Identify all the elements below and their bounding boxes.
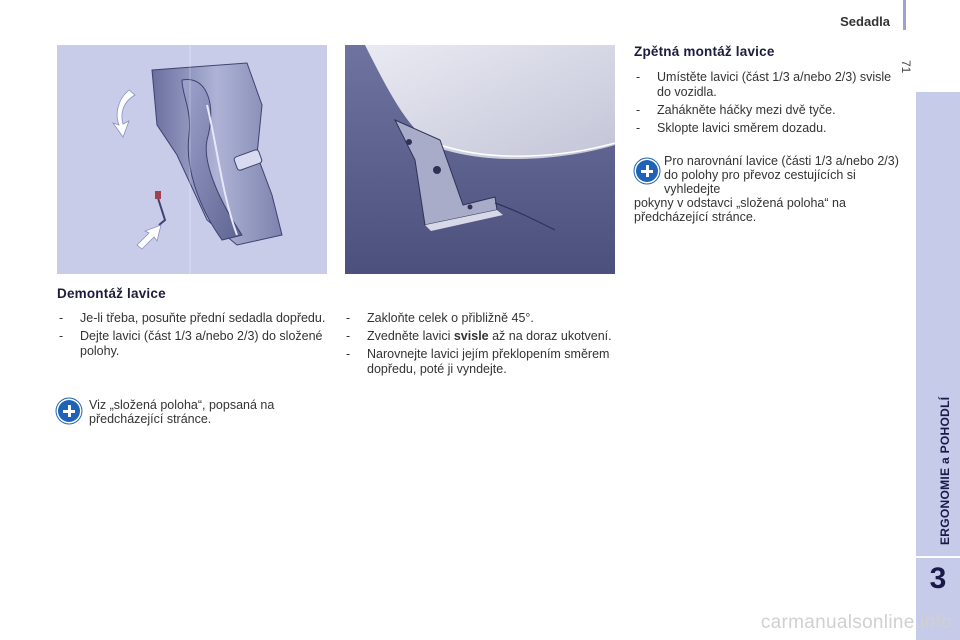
step-text: Zakloňte celek o přibližně 45°. bbox=[367, 311, 534, 325]
illustration-seat-anchor bbox=[345, 45, 615, 274]
list-item: - Zakloňte celek o přibližně 45°. bbox=[346, 311, 534, 325]
seat-anchor-drawing bbox=[345, 45, 615, 274]
note-text bbox=[634, 154, 902, 224]
step-text: Dejte lavici (část 1/3 a/nebo 2/3) do složené polohy. bbox=[80, 329, 323, 358]
chapter-divider bbox=[916, 556, 960, 558]
step-text: Sklopte lavici směrem dozadu. bbox=[657, 121, 827, 135]
chapter-number: 3 bbox=[929, 562, 947, 595]
step-text: Narovnejte lavici jejím překlopením směrem dopředu, poté ji vyndejte. bbox=[367, 347, 610, 376]
list-item: - Umístěte lavici (část 1/3 a/nebo 2/3) svisle do vozidla. bbox=[636, 70, 892, 99]
step-text: Je-li třeba, posuňte přední sedadla dopředu. bbox=[80, 311, 326, 325]
step-text: Umístěte lavici (část 1/3 a/nebo 2/3) svisle do vozidla. bbox=[657, 70, 892, 99]
illustration-seat-removal bbox=[57, 45, 327, 274]
list-item: - Narovnejte lavici jejím překlopením směrem dopředu, poté ji vyndejte. bbox=[346, 347, 610, 376]
step-text-end: až na doraz ukotvení. bbox=[488, 329, 612, 343]
step-text-emphasis: svisle bbox=[453, 329, 489, 343]
list-item: - Zvedněte lavici svisle až na doraz ukotvení. bbox=[346, 329, 612, 343]
list-item: - Dejte lavici (část 1/3 a/nebo 2/3) do složené polohy. bbox=[59, 329, 323, 358]
note-text-indented: Pro narovnání lavice (části 1/3 a/nebo 2/3) do polohy pro převoz cestujících si vyhledejte bbox=[664, 154, 899, 196]
removal-steps bbox=[57, 311, 332, 362]
refit-steps bbox=[634, 70, 899, 139]
seat-removal-drawing bbox=[57, 45, 327, 274]
watermark: carmanualsonline.info bbox=[760, 612, 952, 633]
removal-steps-continued bbox=[344, 311, 619, 380]
page-number: 71 bbox=[899, 60, 913, 74]
step-text: Zahákněte háčky mezi dvě tyče. bbox=[657, 103, 836, 117]
note-text-rest: pokyny v odstavci „složená poloha“ na předcházející stránce. bbox=[634, 196, 846, 224]
list-item: - Zahákněte háčky mezi dvě tyče. bbox=[636, 103, 836, 117]
section-title: Sedadla bbox=[840, 14, 890, 29]
step-text-start: Zvedněte lavici bbox=[367, 329, 454, 343]
note-text: Viz „složená poloha“, popsaná na předcházející stránce. bbox=[89, 398, 275, 426]
plus-circle-icon bbox=[58, 400, 80, 422]
list-item: - Sklopte lavici směrem dozadu. bbox=[636, 121, 827, 135]
header-rule bbox=[903, 0, 906, 30]
section-heading-removal: Demontáž lavice bbox=[57, 286, 166, 301]
chapter-label: ERGONOMIE a POHODLÍ bbox=[938, 396, 952, 545]
section-heading-refit: Zpětná montáž lavice bbox=[634, 44, 775, 59]
list-item: - Je-li třeba, posuňte přední sedadla dopředu. bbox=[59, 311, 326, 325]
